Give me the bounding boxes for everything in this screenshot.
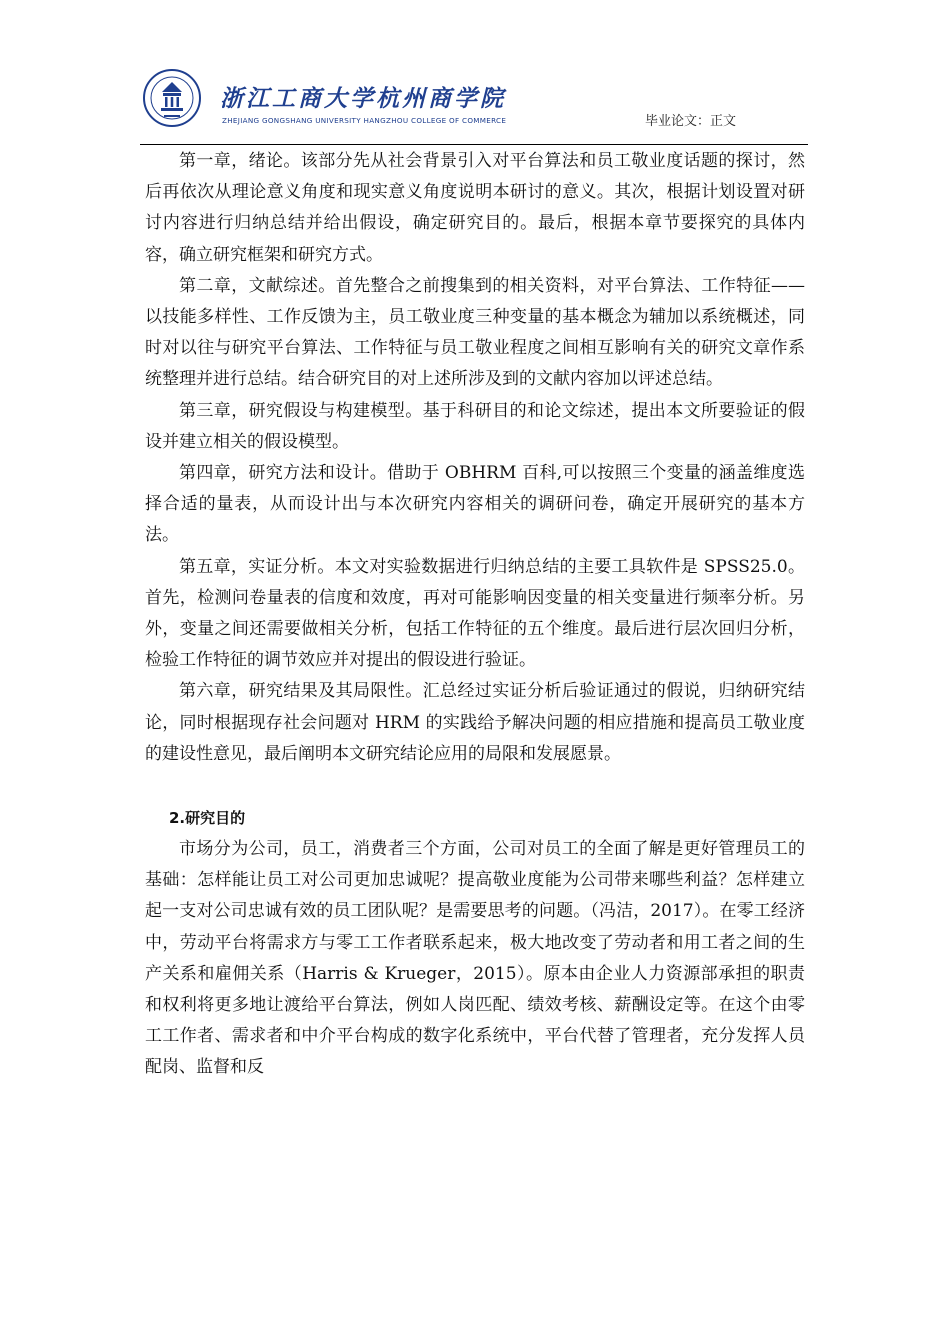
university-seal-logo <box>142 68 202 128</box>
paragraph-chapter-6: 第六章，研究结果及其局限性。汇总经过实证分析后验证通过的假说，归纳研究结论，同时根据现存社会问题对 HRM 的实践给予解决问题的相应措施和提高员工敬业度的建设性意见，最后阐明本文研究结论应用的局限和发展愿景。 <box>145 681 805 764</box>
paragraph-chapter-2: 第二章，文献综述。首先整合之前搜集到的相关资料，对平台算法、工作特征——以技能多样性、工作反馈为主，员工敬业度三种变量的基本概念为辅加以系统概述，同时对以往与研究平台算法、工作特征与员工敬业程度之间相互影响有关的研究文章作系统整理并进行总结。结合研究目的对上述所涉及到的文献内容加以评述总结。 <box>145 275 805 390</box>
section-heading: 2.研究目的 <box>169 809 246 828</box>
paragraph-chapter-3: 第三章，研究假设与构建模型。基于科研目的和论文综述，提出本文所要验证的假设并建立相关的假设模型。 <box>145 400 805 452</box>
paragraph-research-purpose: 市场分为公司，员工，消费者三个方面，公司对员工的全面了解是更好管理员工的基础：怎样能让员工对公司更加忠诚呢？提高敬业度能为公司带来哪些利益？怎样建立起一支对公司忠诚有效的员工团队呢？是需要思考的问题。（冯洁，2017）。在零工经济中，劳动平台将需求方与零工工作者联系起来，极大地改变了劳动者和用工者之间的生产关系和雇佣关系（Harris & Krueger，2015）。原本由企业人力资源部承担的职责和权利将更多地让渡给平台算法，例如人岗匹配、绩效考核、薪酬设定等。在这个由零工工作者、需求者和中介平台构成的数字化系统中，平台代替了管理者，充分发挥人员配岗、监督和反 <box>145 839 805 1078</box>
document-section-label: 毕业论文：正文 <box>644 114 736 129</box>
paragraph-chapter-5: 第五章，实证分析。本文对实验数据进行归纳总结的主要工具软件是 SPSS25.0。首先，检测问卷量表的信度和效度，再对可能影响因变量的相关变量进行频率分析。另外，变量之间还需要做相关分析，包括工作特征的五个维度。最后进行层次回归分析，检验工作特征的调节效应并对提出的假设进行验证。 <box>145 556 805 671</box>
body-content <box>145 146 805 1084</box>
logo-wordmark-en: ZHEJIANG GONGSHANG UNIVERSITY HANGZHOU COLLEGE OF COMMERCE <box>222 116 507 125</box>
header-divider <box>140 144 808 145</box>
paragraph-chapter-1: 第一章，绪论。该部分先从社会背景引入对平台算法和员工敬业度话题的探讨，然后再依次从理论意义角度和现实意义角度说明本研讨的意义。其次，根据计划设置对研讨内容进行归纳总结并给出假设，确定研究目的。最后，根据本章节要探究的具体内容，确立研究框架和研究方式。 <box>145 151 805 265</box>
page-header <box>140 64 808 146</box>
paragraph-chapter-4: 第四章，研究方法和设计。借助于 OBHRM 百科,可以按照三个变量的涵盖维度选择合适的量表，从而设计出与本次研究内容相关的调研问卷，确定开展研究的基本方法。 <box>145 463 805 546</box>
logo-wordmark-cn: 浙江工商大学杭州商学院 <box>220 85 506 112</box>
